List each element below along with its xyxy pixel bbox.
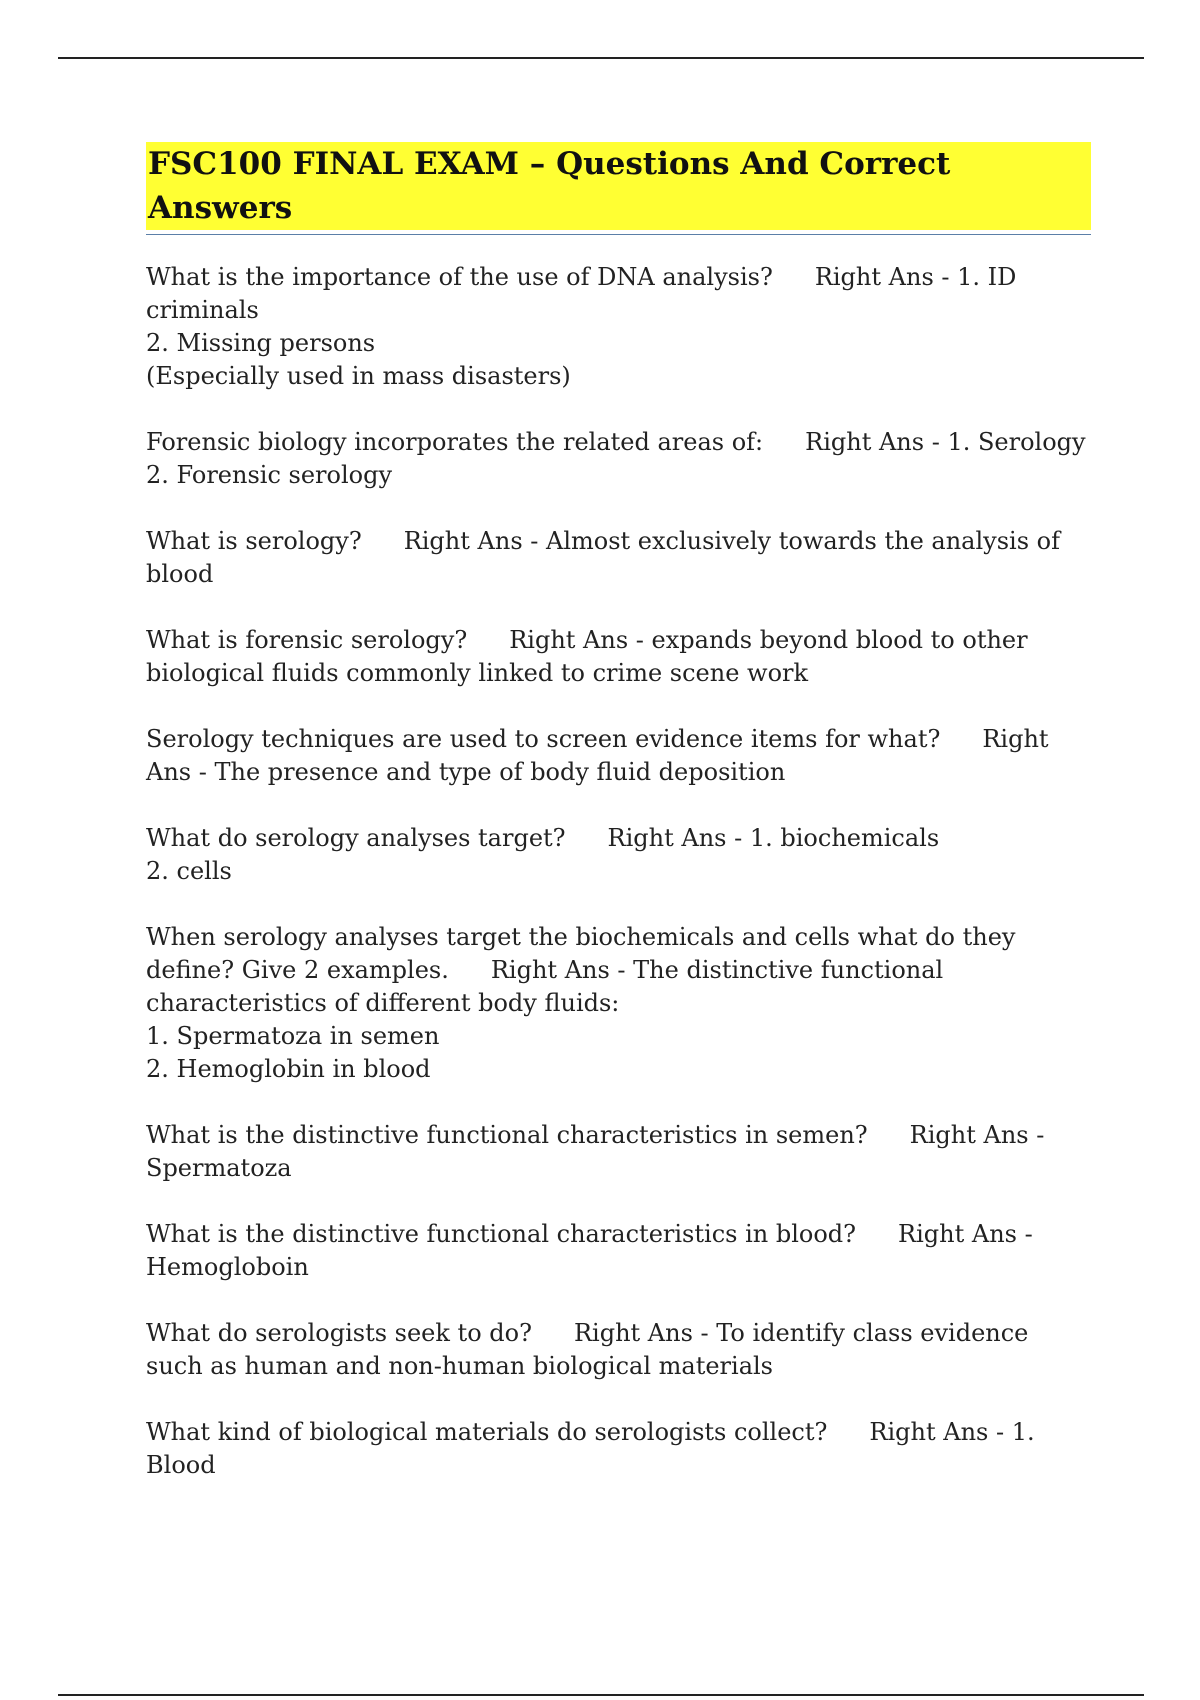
question-text: What is the distinctive functional characteristics in blood? <box>146 1220 857 1248</box>
question-text: Serology techniques are used to screen evidence items for what? <box>146 725 941 753</box>
answer-prefix: Right Ans - <box>909 1121 1052 1149</box>
question-text: What is forensic serology? <box>146 626 468 654</box>
answer-text: Spermatoza <box>146 1154 292 1182</box>
qa-item <box>146 525 1091 591</box>
answer-prefix: Right Ans - <box>805 428 948 456</box>
page-top-rule <box>58 57 1144 59</box>
answer-prefix: Right Ans - <box>509 626 652 654</box>
qa-item <box>146 723 1091 789</box>
page-bottom-rule <box>58 1694 1144 1696</box>
answer-prefix: Right Ans - <box>403 527 546 555</box>
question-text: What is serology? <box>146 527 362 555</box>
answer-text: 1. ID criminals 2. Missing persons (Especially used in mass disasters) <box>146 263 1017 390</box>
question-text: What is the importance of the use of DNA analysis? <box>146 263 773 291</box>
qa-item <box>146 1119 1091 1185</box>
qa-item <box>146 426 1091 492</box>
qa-item <box>146 1218 1091 1284</box>
answer-text: 1. Blood <box>146 1418 1043 1479</box>
document-title: FSC100 FINAL EXAM – Questions And Correct Answers <box>146 142 1091 230</box>
answer-text: The distinctive functional characteristics of different body fluids: 1. Spermatoza in semen 2. Hemoglobin in blood <box>146 956 944 1083</box>
question-text: What do serologists seek to do? <box>146 1319 532 1347</box>
qa-item <box>146 624 1091 690</box>
qa-item <box>146 1416 1091 1482</box>
answer-prefix: Right Ans - <box>490 956 634 984</box>
answer-text: To identify class evidence such as human and non-human biological materials <box>146 1319 1037 1380</box>
qa-item <box>146 921 1091 1086</box>
answer-text: 1. Serology 2. Forensic serology <box>146 428 1086 489</box>
answer-text: 1. biochemicals 2. cells <box>146 824 940 885</box>
title-block <box>146 142 1091 235</box>
answer-text: The presence and type of body fluid deposition <box>214 758 786 786</box>
qa-item <box>146 261 1091 393</box>
question-text: What is the distinctive functional characteristics in semen? <box>146 1121 868 1149</box>
question-text: When serology analyses target the biochemicals and cells what do they define? Give 2 examples. <box>146 923 1024 984</box>
answer-prefix: Right Ans - <box>146 725 1057 786</box>
question-text: What do serology analyses target? <box>146 824 566 852</box>
qa-item <box>146 822 1091 888</box>
question-text: Forensic biology incorporates the related areas of: <box>146 428 764 456</box>
answer-prefix: Right Ans - <box>573 1319 717 1347</box>
qa-item <box>146 1317 1091 1383</box>
question-text: What kind of biological materials do serologists collect? <box>146 1418 828 1446</box>
answer-text: Almost exclusively towards the analysis of blood <box>146 527 1068 588</box>
answer-prefix: Right Ans - <box>607 824 750 852</box>
answer-text: expands beyond blood to other biological fluids commonly linked to crime scene work <box>146 626 1036 687</box>
document-body <box>146 142 1091 1515</box>
answer-prefix: Right Ans - <box>869 1418 1012 1446</box>
answer-prefix: Right Ans - <box>898 1220 1041 1248</box>
answer-prefix: Right Ans - <box>814 263 958 291</box>
answer-text: Hemogloboin <box>146 1253 309 1281</box>
